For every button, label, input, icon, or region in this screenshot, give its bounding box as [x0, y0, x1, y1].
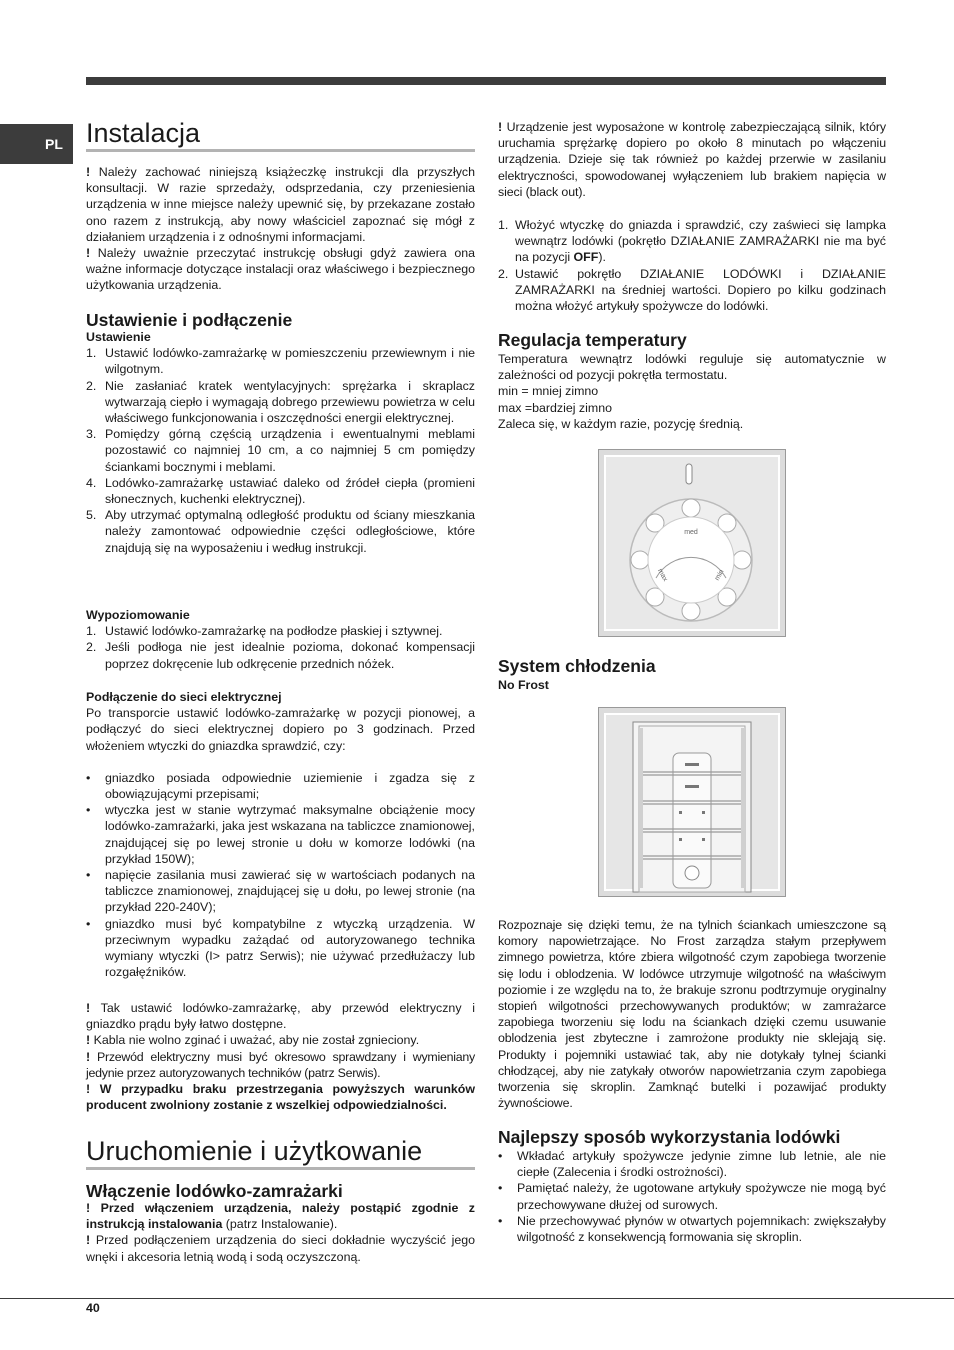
list-item-text: Lodówko-zamrażarkę ustawiać daleko od źródeł ciepła (promieni słonecznych, kuchenki elektrycznej).	[105, 475, 475, 507]
list-item	[498, 1148, 886, 1180]
list-item	[86, 623, 475, 639]
list-item	[86, 802, 475, 867]
list-marker: 2.	[86, 640, 97, 655]
list-item	[86, 507, 475, 556]
level-list	[86, 623, 475, 672]
temp-text: Temperatura wewnątrz lodówki reguluje się automatycznie w zależności od pozycji pokrętła termostatu.	[498, 352, 886, 383]
list-item-text: gniazdko posiada odpowiednie uziemienie i zgadza się z obowiązującymi przepisami;	[105, 770, 475, 802]
warn-2: Kabla nie wolno zginać i uważać, aby nie został zgnieciony.	[93, 1033, 420, 1048]
list-marker: •	[498, 1213, 503, 1228]
list-marker: •	[86, 770, 91, 785]
list-item-text: Nie przechowywać płynów w otwartych pojemnikach: zwiększałyby wilgotność z konsekwencją formowania się skroplin.	[517, 1213, 886, 1245]
step-2: 2. Ustawić pokrętło DZIAŁANIE LODÓWKI i DZIAŁANIE ZAMRAŻARKI na średniej wartości. Dopiero po kilku godzinach można włożyć artykuły spożywcze do lodówki.	[498, 266, 886, 314]
install-intro: ! Należy zachować niniejszą książeczkę instrukcji dla przyszłych konsultacji. W razie sprzedaży, odsprzedania, czy przeniesienia urządzenia w inne miejsce należy upewnić się, by przekazane zostało ono razem z instrukcją, aby nowy właściciel zapoznać się mógł z działaniem urządzenia i z odnośnymi informacjami. ! Należy uważnie przeczytać instrukcję obsługi gdyż zawiera ona ważne informacje dotyczące instalacji oraz właściwego i bezpiecznego użytkowania urządzenia.	[86, 165, 475, 293]
switch-warn-1-rest: (patrz Instalowanie).	[222, 1217, 338, 1232]
top-rule	[86, 77, 886, 85]
list-marker: •	[86, 916, 91, 931]
list-item	[498, 1180, 886, 1212]
switch-heading: Włączenie lodówko-zamrażarki	[86, 1181, 343, 1201]
list-item	[86, 475, 475, 507]
warnings: ! Tak ustawić lodówko-zamrażarkę, aby przewód elektryczny i gniazdko prądu były łatwo dostępne. ! Kabla nie wolno zginać i uważać, aby nie został zgnieciony. ! Przewód elektryczny musi być okresowo sprawdzany i wymieniany jedynie przez autoryzowanych techników (patrz Serwis). ! W przypadku braku przestrzegania powyższych warunków producent zwolniony zostanie z wszelkiej odpowiedzialności.	[86, 1001, 476, 1113]
placement-list	[86, 345, 475, 556]
best-list	[498, 1148, 886, 1245]
install-title: Instalacja	[86, 117, 475, 152]
placement-heading: Ustawienie i podłączenie	[86, 310, 293, 330]
list-item-text: napięcie zasilania musi zawierać się w wartościach podanych na tabliczce znamionowej, znajdującej się u dołu, po lewej stronie (na przykład 220-240V);	[105, 868, 475, 915]
fridge-interior-icon	[599, 708, 785, 896]
switch-warn-2: Przed podłączeniem urządzenia do sieci dokładnie wyczyścić jego wnęki i akcesoria letnią wodą i sodą oczyszczoną.	[86, 1233, 475, 1264]
page-number: 40	[86, 1301, 100, 1315]
step-1: 1. Włożyć wtyczkę do gniazda i sprawdzić, czy zaświeci się lampka wewnątrz lodówki (pokrętło DZIAŁANIE ZAMRAŻARKI nie ma być na pozycji OFF).	[498, 218, 886, 265]
list-item-text: Nie zasłaniać kratek wentylacyjnych: sprężarka i skraplacz wytwarzają ciepło i wymagają dobrego przewiewu powietrza w celu właściwego funkcjonowania i oszczędności energii elektrycznej.	[105, 378, 475, 426]
temp-rec: Zaleca się, w każdym razie, pozycję średnią.	[498, 416, 744, 431]
list-item	[86, 378, 475, 427]
list-item	[86, 426, 475, 475]
temp-heading: Regulacja temperatury	[498, 330, 687, 350]
list-marker: •	[498, 1149, 503, 1163]
list-item-text: Pomiędzy górną częścią urządzenia i ewentualnymi meblami pozostawić co najmniej 10 cm, a co najmniej 5 cm pomiędzy ściankami bocznymi i meblami.	[105, 427, 475, 474]
cool-sub: No Frost	[498, 678, 549, 692]
list-item-text: wtyczka jest w stanie wytrzymać maksymalne obciążenie mocy lodówko-zamrażarki, jaka jest wskazana na tabliczce znamionowej, znajdującej się po lewej stronie u dołu w komorze lodówki (na przykład 150W);	[105, 803, 475, 866]
steps-section	[498, 217, 886, 314]
switch-warn-1-bold: Przed włączeniem urządzenia, należy postąpić zgodnie z instrukcją instalowania	[86, 1201, 475, 1232]
placement-sub: Ustawienie	[86, 330, 151, 344]
switch-section: ! Przed włączeniem urządzenia, należy postąpić zgodnie z instrukcją instalowania (patrz Instalowanie). ! Przed podłączeniem urządzenia do sieci dokładnie wyczyścić jego wnęki i akcesoria letnią wodą i sodą oczyszczoną.	[86, 1201, 475, 1264]
cool-heading: System chłodzenia	[498, 656, 656, 676]
list-item-text: Aby utrzymać optymalną odległość produktu od ściany mieszkania należy zamontować odpowiednie części odległościowe, które znajdują się na wyposażeniu i według instrukcji.	[105, 508, 475, 555]
elec-section	[86, 689, 475, 980]
thermostat-figure	[598, 449, 786, 637]
best-heading: Najlepszy sposób wykorzystania lodówki	[498, 1127, 841, 1147]
list-item	[498, 1213, 886, 1245]
list-item	[86, 916, 475, 981]
list-item-text: gniazdko musi być kompatybilne z wtyczką urządzenia. W przeciwnym wypadku zażądać od autoryzowanego technika wymiany wtyczki (I> patrz Serwis); nie używać przedłużaczy lub rozgałęźników.	[105, 916, 475, 980]
dial-min-label: min	[713, 568, 726, 582]
list-marker: 2.	[86, 378, 97, 393]
list-item	[86, 867, 475, 916]
warn-4: W przypadku braku przestrzegania powyższych warunków producent zwolniony zostanie z wszelkiej odpowiedzialności.	[86, 1082, 475, 1113]
list-item	[86, 770, 475, 802]
list-marker: 3.	[86, 427, 97, 442]
footer-rule	[0, 1298, 954, 1299]
warn-3: Przewód elektryczny musi być okresowo sprawdzany i wymieniany jedynie przez autoryzowanych techników (patrz Serwis).	[86, 1049, 475, 1080]
list-marker: 4.	[86, 475, 97, 490]
intro-2: Należy uważnie przeczytać instrukcję obsługi gdyż zawiera ona ważne informacje dotyczące instalacji oraz właściwego i bezpiecznego użytkowania urządzenia.	[86, 246, 475, 293]
elec-text: Po transporcie ustawić lodówko-zamrażarkę w pozycji pionowej, a podłączyć do sieci elektrycznej dopiero po 3 godzinach. Przed włożeniem wtyczki do gniazdka sprawdzić, czy:	[86, 706, 475, 753]
list-marker: •	[498, 1181, 503, 1196]
dial-max-label: max	[655, 567, 669, 583]
list-marker: •	[86, 868, 91, 883]
level-section	[86, 607, 475, 672]
list-item-text: Pamiętać należy, że ugotowane artykuły spożywcze nie mogą być przechowywane dłużej od surowych.	[517, 1181, 886, 1212]
cool-text: Rozpoznaje się dzięki temu, że na tylnich ściankach umieszczone są komory napowietrzające. No Frost zarządza stałym przepływem zimnego powietrza, które zbiera wilgotność czym zapobiega tworzenie się lodu i oblodzenia. W lodówce utrzymuje wilgotność na właściwym poziomie i ze względu na to, że brakuje szronu podtrzymuje oryginalny stopień wilgotności przechowywanych produktów; w zamrażarce zapobiega tworzeniu się lodu na ściankach dzięki czemu usuwanie oblodzenia jest zbyteczne i zamrożone produkty nie sklejają się. Produkty i pojemniki ustawiać tak, aby nie dotykały tylnej ścianki chłodzącej, aby nie zatykały otworów napowietrzania czym zapobiega tworzenia się skroplin. Zamknąć butelki i pozawijać produkty żywnościowe.	[498, 918, 886, 1111]
protect-section: ! Urządzenie jest wyposażone w kontrolę zabezpieczającą silnik, który uruchamia sprężarkę dopiero po około 8 minutach po włączeniu urządzenia. Dzieje się tak również po każdej przerwie w zasilaniu elektryczności, spowodowanej wyłączeniem lub brakiem napięcia w sieci (black out).	[498, 120, 886, 199]
thermostat-dial-icon	[599, 450, 785, 636]
placement-section	[86, 329, 475, 556]
list-item	[86, 345, 475, 377]
protect-note: Urządzenie jest wyposażone w kontrolę zabezpieczającą silnik, który uruchamia sprężarkę dopiero po około 8 minutach po włączeniu urządzenia. Dzieje się tak również po każdej przerwie w zasilaniu elektryczności, spowodowanej wyłączeniem lub brakiem napięcia w sieci (black out).	[498, 120, 886, 199]
list-marker: •	[86, 803, 91, 818]
warn-1: Tak ustawić lodówko-zamrażarkę, aby przewód elektryczny i gniazdko prądu były łatwo dostępne.	[86, 1001, 476, 1032]
list-item-text: Jeśli podłoga nie jest idealnie pozioma, dokonać kompensacji poprzez dokręcenie lub odkręcenie przednich nóżek.	[105, 640, 475, 671]
list-item-text: Ustawić lodówko-zamrażarkę w pomieszczeniu przewiewnym i nie wilgotnym.	[105, 346, 475, 377]
list-marker: 5.	[86, 508, 97, 523]
temp-max: max =bardziej zimno	[498, 400, 612, 415]
elec-sub: Podłączenie do sieci elektrycznej	[86, 690, 282, 704]
language-tab: PL	[0, 124, 73, 164]
temp-min: min = mniej zimno	[498, 384, 599, 399]
list-marker: 1.	[86, 346, 97, 361]
list-item	[86, 639, 475, 671]
best-section	[498, 1148, 886, 1245]
fridge-figure	[598, 707, 786, 897]
dial-med-label: med	[684, 529, 698, 536]
temp-section	[498, 351, 886, 432]
level-sub: Wypoziomowanie	[86, 608, 190, 622]
list-item-text: Ustawić lodówko-zamrażarkę na podłodze płaskiej i sztywnej.	[105, 624, 443, 639]
list-item-text: Wkładać artykuły spożywcze jedynie zimne lub letnie, ale nie ciepłe (Zalecenia i środki ostrożności).	[517, 1149, 886, 1180]
list-marker: 1.	[86, 624, 97, 639]
intro-1: Należy zachować niniejszą książeczkę instrukcji dla przyszłych konsultacji. W razie sprzedaży, odsprzedania, czy przeniesienia urządzenia w inne miejsce należy upewnić się, by przekazane zostało ono razem z instrukcją, aby nowy właściciel zapoznać się mógł z działaniem urządzenia i z odnośnymi informacjami.	[86, 165, 475, 244]
startup-title: Uruchomienie i użytkowanie	[86, 1135, 475, 1170]
cool-section	[498, 917, 886, 1111]
elec-list	[86, 770, 475, 981]
